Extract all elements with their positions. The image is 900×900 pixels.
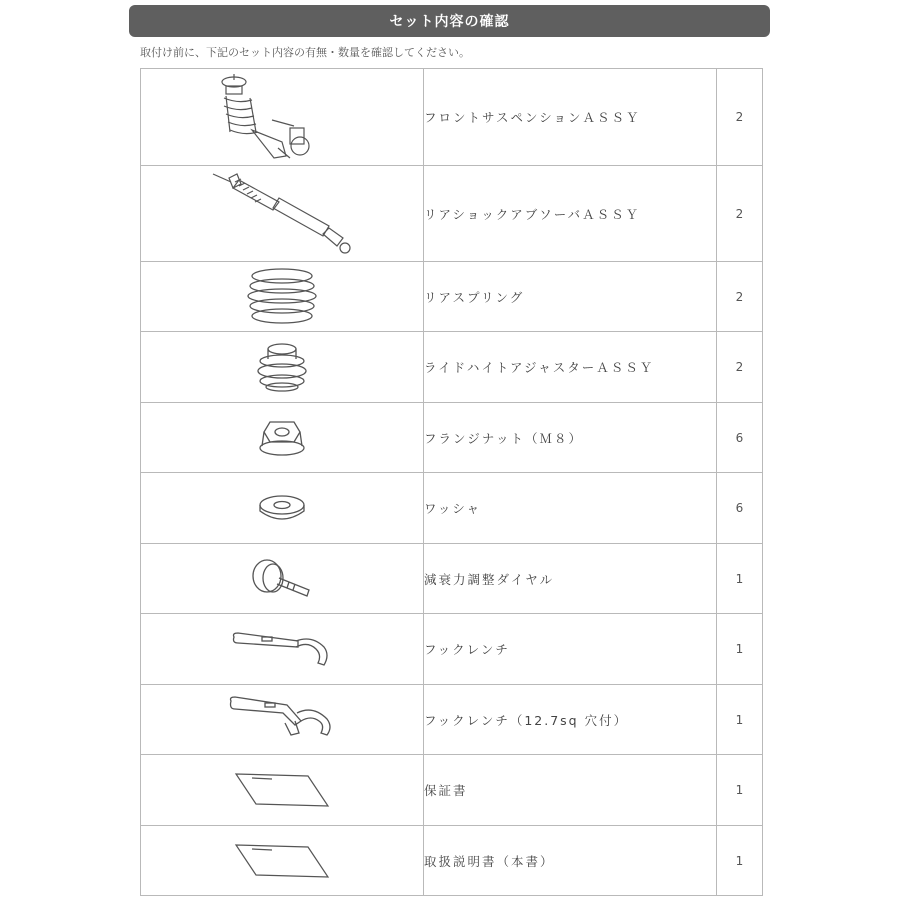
table-row xyxy=(141,614,763,685)
rear-shock-absorber-icon xyxy=(207,168,357,260)
table-row xyxy=(141,685,763,755)
item-quantity: 2 xyxy=(717,262,763,332)
table-row xyxy=(141,755,763,826)
table-row xyxy=(141,332,763,403)
item-name: 保証書 xyxy=(424,755,717,826)
damping-dial-icon xyxy=(249,554,315,604)
section-title: セット内容の確認 xyxy=(389,14,510,30)
item-name: ワッシャ xyxy=(424,473,717,544)
flange-nut-icon xyxy=(256,416,308,460)
item-name: リアショックアブソーバＡＳＳＹ xyxy=(424,166,717,262)
table-row xyxy=(141,544,763,614)
instruction-manual-icon xyxy=(232,841,332,881)
table-row xyxy=(141,262,763,332)
item-quantity: 6 xyxy=(717,403,763,473)
item-quantity: 1 xyxy=(717,826,763,896)
item-name: リアスプリング xyxy=(424,262,717,332)
ride-height-adjuster-icon xyxy=(252,339,312,395)
item-name: フックレンチ（12.7sq 穴付） xyxy=(424,685,717,755)
washer-icon xyxy=(255,491,309,525)
front-suspension-icon xyxy=(212,70,352,165)
hook-wrench-icon xyxy=(230,629,334,669)
table-row xyxy=(141,403,763,473)
table-row xyxy=(141,826,763,896)
item-name: 取扱説明書（本書） xyxy=(424,826,717,896)
warranty-card-icon xyxy=(232,770,332,810)
item-quantity: 2 xyxy=(717,69,763,166)
item-quantity: 2 xyxy=(717,166,763,262)
section-header xyxy=(129,5,770,37)
parts-table xyxy=(140,68,763,896)
item-quantity: 1 xyxy=(717,685,763,755)
intro-text: 取付け前に、下記のセット内容の有無・数量を確認してください。 xyxy=(140,46,470,59)
item-name: 減衰力調整ダイヤル xyxy=(424,544,717,614)
item-quantity: 1 xyxy=(717,614,763,685)
item-name: ライドハイトアジャスターＡＳＳＹ xyxy=(424,332,717,403)
hook-wrench-square-hole-icon xyxy=(227,695,337,745)
item-name: フロントサスペンションＡＳＳＹ xyxy=(424,69,717,166)
item-quantity: 6 xyxy=(717,473,763,544)
item-quantity: 2 xyxy=(717,332,763,403)
item-quantity: 1 xyxy=(717,544,763,614)
table-row xyxy=(141,69,763,166)
table-row xyxy=(141,473,763,544)
item-name: フランジナット（Ｍ８） xyxy=(424,403,717,473)
table-row xyxy=(141,166,763,262)
item-name: フックレンチ xyxy=(424,614,717,685)
item-quantity: 1 xyxy=(717,755,763,826)
rear-spring-icon xyxy=(242,266,322,328)
